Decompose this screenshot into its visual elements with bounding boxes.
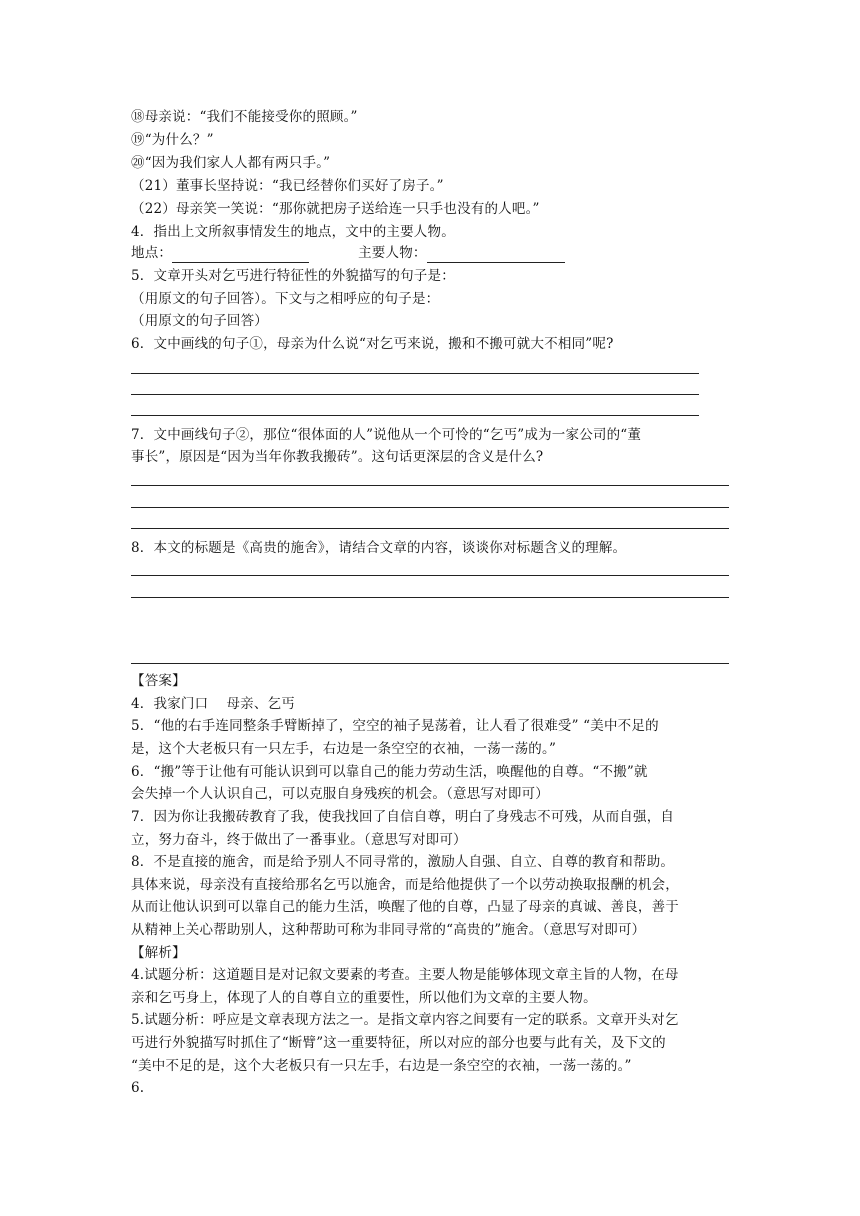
answer-line — [131, 373, 699, 374]
passage-line-20: ⑳“因为我们家人人都有两只手。” — [131, 155, 331, 171]
passage-line-18: ⑱母亲说：“我们不能接受你的照顾。” — [131, 109, 358, 125]
person-blank — [427, 246, 565, 263]
answer-line — [131, 415, 699, 416]
question-5-line-2: （用原文的句子回答）。下文与之相呼应的句子是： — [131, 291, 440, 307]
answer-line — [131, 528, 729, 529]
answer-8-line-2: 具体来说，母亲没有直接给那名乞丐以施舍，而是给他提供了一个以劳动换取报酬的机会， — [131, 877, 679, 893]
analysis-5-line-3: “美中不足的是，这个大老板只有一只左手，右边是一条空空的衣袖，一荡一荡的。” — [131, 1058, 632, 1074]
question-4: 4．指出上文所叙事情发生的地点，文中的主要人物。 — [131, 224, 455, 240]
question-5-line-1: 5．文章开头对乞丐进行特征性的外貌描写的句子是： — [131, 268, 455, 284]
analysis-heading: 【解析】 — [131, 945, 186, 961]
answer-line — [131, 575, 729, 576]
question-4-answer-row — [131, 243, 565, 263]
person-label: 主要人物： — [358, 245, 427, 261]
question-7-line-2: 事长”，原因是“因为当年你教我搬砖”。这句话更深层的含义是什么? — [131, 449, 544, 465]
question-7-line-1: 7．文中画线句子②，那位“很体面的人”说他从一个可怜的“乞丐”成为一家公司的“董 — [131, 427, 642, 443]
passage-line-19: ⑲“为什么？” — [131, 132, 214, 148]
analysis-5-line-1: 5.试题分析：呼应是文章表现方法之一。是指文章内容之间要有一定的联系。文章开头对乞 — [131, 1012, 679, 1028]
answer-line — [131, 597, 729, 598]
place-blank — [172, 246, 309, 263]
analysis-6: 6. — [131, 1080, 145, 1096]
analysis-4-line-2: 亲和乞丐身上，体现了人的自尊自立的重要性，所以他们为文章的主要人物。 — [131, 990, 597, 1006]
answer-line — [131, 507, 729, 508]
answer-6-line-2: 会失掉一个人认识自己，可以克服自身残疾的机会。（意思写对即可） — [131, 786, 549, 802]
question-5-line-3: （用原文的句子回答） — [131, 313, 268, 329]
question-8: 8．本文的标题是《高贵的施舍》，请结合文章的内容，谈谈你对标题含义的理解。 — [131, 540, 627, 556]
analysis-4-line-1: 4.试题分析：这道题目是对记叙文要素的考查。主要人物是能够体现文章主旨的人物，在母 — [131, 967, 679, 983]
answer-7-line-1: 7．因为你让我搬砖教育了我，使我找回了自信自尊，明白了身残志不可残，从而自强，自 — [131, 809, 675, 825]
section-divider — [131, 663, 729, 664]
answer-7-line-2: 立，努力奋斗，终于做出了一番事业。（意思写对即可） — [131, 832, 467, 848]
analysis-5-line-2: 丐进行外貌描写时抓住了“断臂”这一重要特征，所以对应的部分也要与此有关，及下文的 — [131, 1035, 666, 1051]
answer-5-line-1: 5．“他的右手连同整条手臂断掉了，空空的袖子晃荡着，让人看了很难受” “美中不足的 — [131, 718, 659, 734]
answer-line — [131, 485, 729, 486]
answer-4: 4．我家门口 母亲、乞丐 — [131, 696, 295, 712]
answer-8-line-1: 8．不是直接的施舍，而是给予别人不同寻常的，激励人自强、自立、自尊的教育和帮助。 — [131, 854, 675, 870]
answer-6-line-1: 6．“搬”等于让他有可能认识到可以靠自己的能力劳动生活，唤醒他的自尊。“不搬”就 — [131, 764, 648, 780]
place-label: 地点： — [131, 245, 173, 261]
question-6: 6．文中画线的句子①，母亲为什么说“对乞丐来说，搬和不搬可就大不相同”呢? — [131, 336, 614, 352]
passage-line-22: （22）母亲笑一笑说：“那你就把房子送给连一只手也没有的人吧。” — [131, 201, 540, 217]
answer-8-line-4: 从精神上关心帮助别人，这种帮助可称为非同寻常的“高贵的”施舍。（意思写对即可） — [131, 922, 646, 938]
answer-5-line-2: 是，这个大老板只有一只左手，右边是一条空空的衣袖，一荡一荡的。” — [131, 741, 557, 757]
answer-8-line-3: 从而让他认识到可以靠自己的能力生活，唤醒了他的自尊，凸显了母亲的真诚、善良，善于 — [131, 899, 679, 915]
answers-heading: 【答案】 — [131, 673, 186, 689]
passage-line-21: （21）董事长坚持说：“我已经替你们买好了房子。” — [131, 178, 444, 194]
answer-line — [131, 394, 699, 395]
